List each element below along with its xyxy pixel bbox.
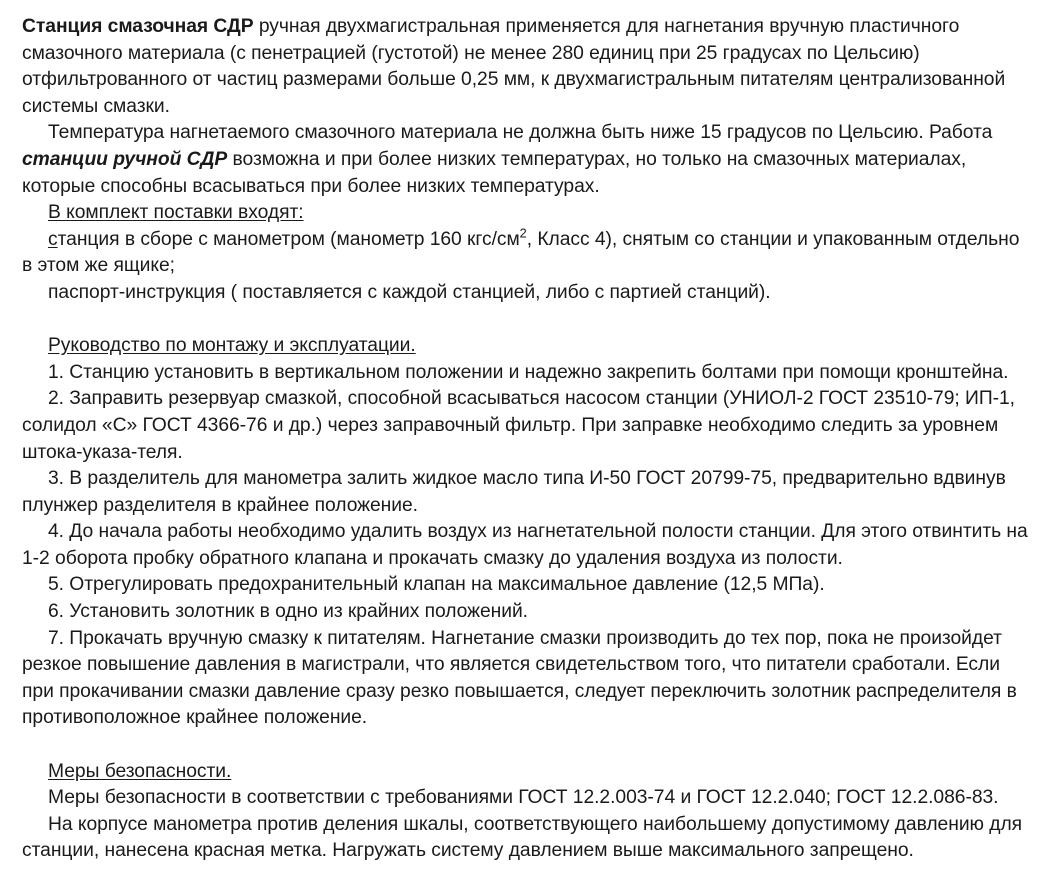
heading-delivery-set [22,200,1031,227]
document-body [22,14,1031,865]
delivery-item-station [22,227,1031,280]
section-spacer-safety [22,732,1031,759]
heading-safety-label: Меры безопасности. [48,760,232,782]
delivery-item-text-before-sup: танция в сборе с манометром (манометр 160 кгс/см [57,228,520,250]
temperature-text-part1: Температура нагнетаемого смазочного материала не должна быть ниже 15 градусов по Цельсию. Работа [48,122,993,144]
safety-red-mark-line: На корпусе манометра против деления шкалы, соответствующего наибольшему допустимому давлению для станции, нанесена красная метка. Нагружать систему давлением выше максимального запрещено. [22,813,1023,862]
heading-safety [22,759,1031,786]
temperature-text-part2: возможна и при более низких температурах, но только на смазочных материалах, которые способны всасываться при более низких температурах. [22,148,967,197]
station-emphasis: станции ручной СДР [22,148,228,170]
manual-step-2: 2. Заправить резервуар смазкой, способной всасываться насосом станции (УНИОЛ-2 ГОСТ 23510-79; ИП-1, солидол «С» ГОСТ 4366-76 и др.) через заправочный фильтр. При заправке необходимо следить за уровнем штока-указа-теля. [22,388,1015,463]
delivery-item-passport: паспорт-инструкция ( поставляется с каждой станцией, либо с партией станций). [48,281,771,303]
product-name-bold: Станция смазочная СДР [22,16,254,37]
delivery-item-text-after-sup: , Класс 4), снятым со станции и упакованным отдельно в этом же ящике; [22,228,1020,277]
delivery-item-first-letter: с [48,228,58,250]
manual-step-6: 6. Установить золотник в одно из крайних положений. [48,601,528,623]
manual-step-5: 5. Отрегулировать предохранительный клапан на максимальное давление (12,5 МПа). [48,574,825,596]
square-unit-superscript: 2 [519,225,527,241]
heading-delivery-set-label: В комплект поставки входят: [48,202,304,224]
paragraph-intro [22,14,1031,120]
heading-manual-label: Руководство по монтажу и эксплуатации. [48,335,416,357]
manual-step-1: 1. Станцию установить в вертикальном положении и надежно закрепить болтами при помощи кронштейна. [48,361,1009,383]
manual-step-3: 3. В разделитель для манометра залить жидкое масло типа И-50 ГОСТ 20799-75, предварительно вдвинув плунжер разделителя в крайнее положение. [22,468,1006,516]
heading-manual [22,333,1031,360]
section-spacer-manual [22,307,1031,334]
safety-standards-line: Меры безопасности в соответствии с требованиями ГОСТ 12.2.003-74 и ГОСТ 12.2.040; ГОСТ 12.2.086-83. [48,787,999,809]
paragraph-temperature [22,120,1031,200]
intro-text: ручная двухмагистральная применяется для нагнетания вручную пластичного смазочного материала (с пенетрацией (густотой) не менее 280 единиц при 25 градусах по Цельсию) отфильтрованного от частиц размерами больше 0,25 мм, к двухмагистральным питателям централизованной системы смазки. [22,16,1006,117]
manual-step-7: 7. Прокачать вручную смазку к питателям. Нагнетание смазки производить до тех пор, пока не произойдет резкое повышение давления в магистрали, что является свидетельством того, что питатели сработали. Если при прокачивании смазки давление сразу резко повышается, следует переключить золотник распределителя в противоположное крайнее положение. [22,627,1017,729]
manual-step-4: 4. До начала работы необходимо удалить воздух из нагнетательной полости станции. Для этого отвинтить на 1-2 оборота пробку обратного клапана и прокачать смазку до удаления воздуха из полости. [22,521,1028,569]
